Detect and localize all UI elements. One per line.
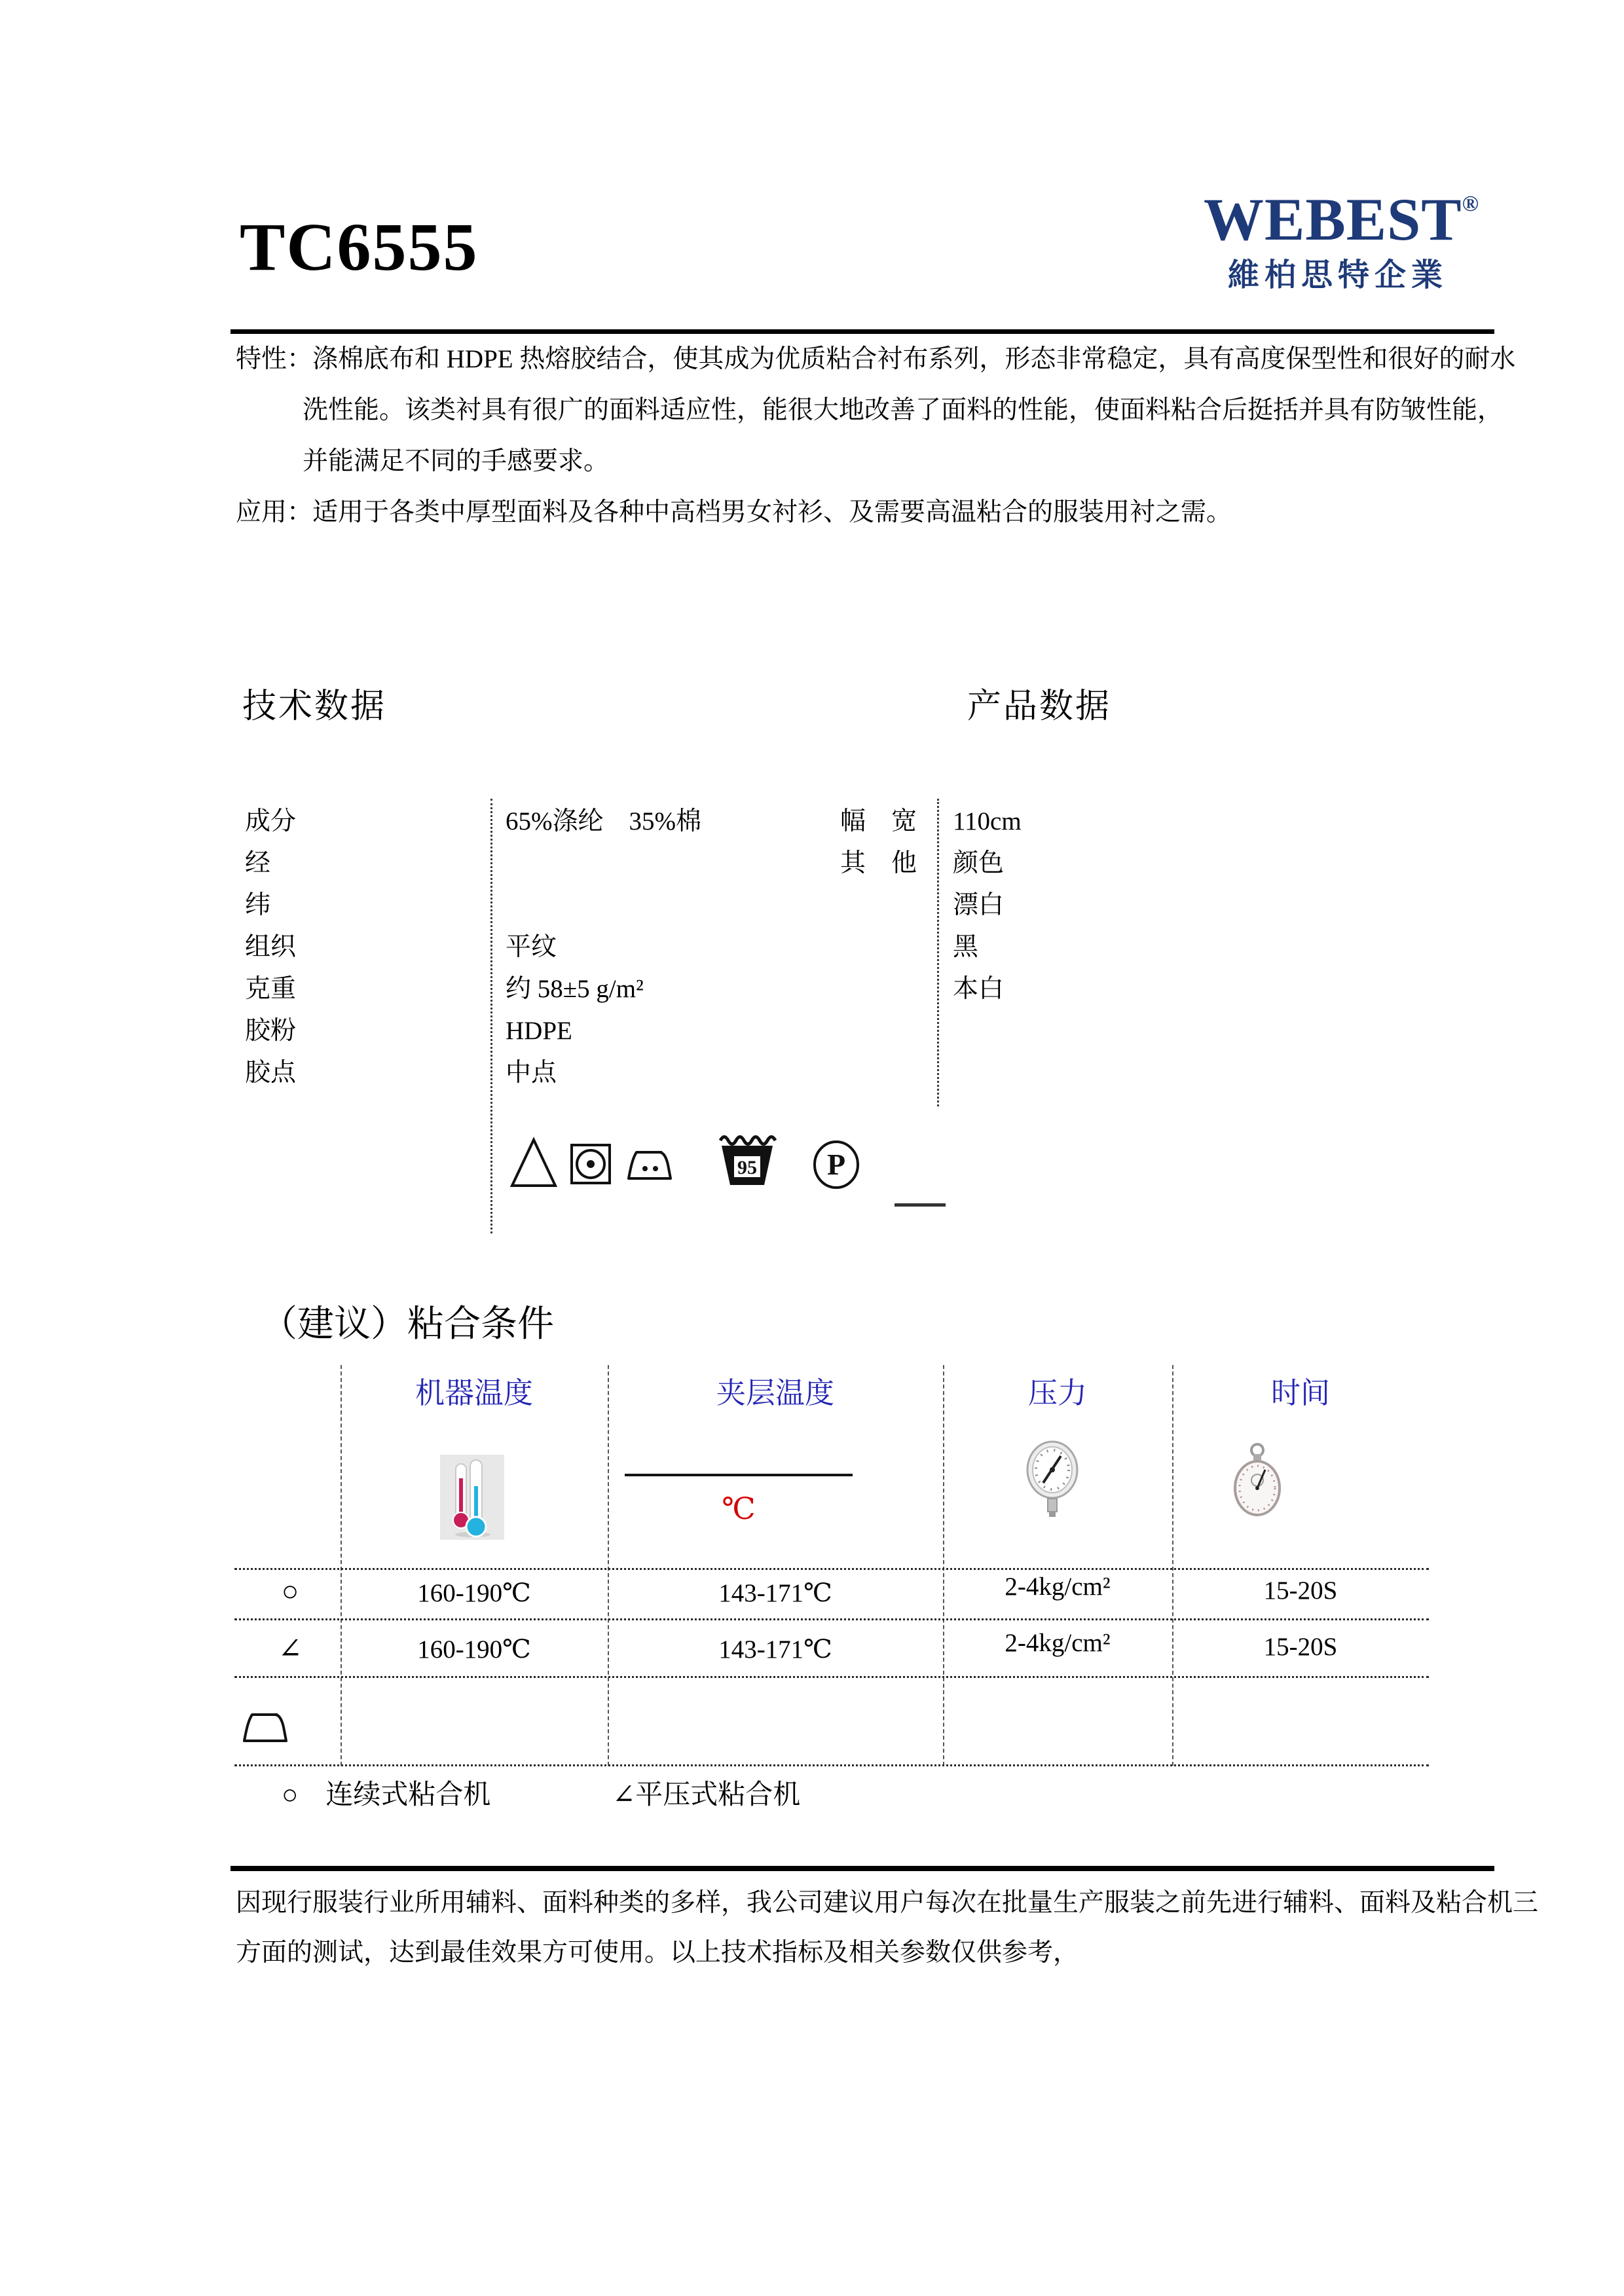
page-title: TC6555 xyxy=(240,210,479,285)
product-data-heading: 产品数据 xyxy=(967,688,1112,725)
legend-label: 平压式粘合机 xyxy=(635,1780,801,1810)
row-symbol-flat-press: ∠ xyxy=(278,1633,303,1665)
legend-symbol: ∠ xyxy=(612,1780,636,1810)
registered-trademark-icon: ® xyxy=(1462,192,1480,216)
product-row-label: 幅 宽 xyxy=(840,807,917,835)
product-values-divider xyxy=(937,799,939,1106)
table-row-divider xyxy=(234,1676,1429,1678)
tech-data-heading: 技术数据 xyxy=(242,688,387,725)
product-row-value: 本白 xyxy=(953,975,1005,1003)
tech-row-value: 约 58±5 g/m² xyxy=(506,975,644,1003)
product-row-value: 110cm xyxy=(953,807,1022,835)
application-text: 适用于各类中厚型面料及各种中高档男女衬衫、及需要高温粘合的服装用衬之需。 xyxy=(312,498,1232,526)
features-line-1 xyxy=(236,344,1515,375)
bonding-conditions-heading: （建议）粘合条件 xyxy=(261,1304,554,1345)
product-row-value: 黑 xyxy=(953,933,979,961)
interlayer-temp-value: 143-171℃ xyxy=(718,1579,832,1607)
machine-temp-value: 160-190℃ xyxy=(417,1579,531,1607)
pressure-value: 2-4kg/cm² xyxy=(1005,1573,1111,1601)
celsius-label: ℃ xyxy=(722,1492,756,1525)
machine-temp-value: 160-190℃ xyxy=(417,1635,531,1664)
application-line xyxy=(236,498,1232,528)
tumble-dry-icon xyxy=(570,1142,612,1186)
bleach-triangle-icon xyxy=(509,1136,558,1190)
features-label: 特性： xyxy=(236,345,313,373)
legend-symbol: ○ xyxy=(282,1780,299,1810)
brand-name: WEBEST xyxy=(1204,186,1462,253)
thermometer-icon xyxy=(440,1455,504,1540)
tech-row-label: 经 xyxy=(245,849,271,877)
product-row-value: 颜色 xyxy=(953,849,1005,877)
column-header-machine-temp: 机器温度 xyxy=(415,1377,533,1410)
footer-line-2: 方面的测试，达到最佳效果方可使用。以上技术指标及相关参数仅供参考， xyxy=(236,1939,1079,1967)
footer-rule xyxy=(231,1866,1494,1871)
table-column-divider xyxy=(943,1365,944,1766)
pressure-value: 2-4kg/cm² xyxy=(1005,1629,1111,1657)
iron-two-dots-icon xyxy=(625,1147,673,1184)
table-row-divider xyxy=(234,1764,1429,1766)
brand-logo xyxy=(1204,186,1480,295)
tech-row-label: 胶点 xyxy=(245,1059,297,1087)
table-column-divider xyxy=(608,1365,609,1766)
tech-row-value: 65%涤纶 35%棉 xyxy=(506,807,701,835)
table-row-divider xyxy=(234,1618,1429,1620)
tech-row-label: 胶粉 xyxy=(245,1017,297,1045)
footer-line-1: 因现行服装行业所用辅料、面料种类的多样，我公司建议用户每次在批量生产服装之前先进行辅料、面料及粘合机三 xyxy=(236,1889,1539,1917)
column-header-time: 时间 xyxy=(1270,1377,1330,1410)
line-symbol-icon xyxy=(895,1203,946,1207)
features-line-2: 洗性能。该类衬具有很广的面料适应性，能很大地改善了面料的性能，使面料粘合后挺括并具有防皱性能， xyxy=(303,396,1504,424)
table-row-divider xyxy=(234,1568,1429,1570)
brand-wordmark xyxy=(1204,186,1480,253)
tech-row-label: 纬 xyxy=(245,891,271,919)
product-row-value: 漂白 xyxy=(953,891,1005,919)
application-label: 应用： xyxy=(236,498,313,526)
header-rule xyxy=(231,329,1494,334)
wash-temp-value: 95 xyxy=(737,1157,757,1178)
time-value: 15-20S xyxy=(1263,1633,1338,1661)
table-column-divider xyxy=(341,1365,342,1766)
column-header-interlayer-temp: 夹层温度 xyxy=(716,1377,834,1410)
legend-continuous-machine xyxy=(282,1773,490,1812)
tech-row-label: 克重 xyxy=(245,975,297,1003)
time-value: 15-20S xyxy=(1263,1576,1338,1605)
interlayer-temp-line xyxy=(625,1474,853,1476)
legend-label: 连续式粘合机 xyxy=(325,1780,491,1810)
dryclean-letter: P xyxy=(826,1148,846,1181)
hand-iron-row-icon xyxy=(241,1707,288,1749)
tech-values-divider xyxy=(490,799,492,1233)
pressure-gauge-icon xyxy=(1024,1438,1080,1518)
features-text-1: 涤棉底布和 HDPE 热熔胶结合，使其成为优质粘合衬布系列，形态非常稳定，具有高度保型性和很好的耐水 xyxy=(312,345,1516,373)
brand-company-name: 維柏思特企業 xyxy=(1227,258,1448,293)
stopwatch-icon xyxy=(1233,1442,1282,1517)
table-column-divider xyxy=(1172,1365,1173,1766)
tech-row-value: HDPE xyxy=(506,1017,572,1045)
tech-row-label: 组织 xyxy=(245,933,297,961)
product-row-label: 其 他 xyxy=(840,849,917,877)
interlayer-temp-value: 143-171℃ xyxy=(718,1635,832,1664)
wash-95-icon xyxy=(715,1130,779,1189)
column-header-pressure: 压力 xyxy=(1027,1377,1087,1410)
tech-row-label: 成分 xyxy=(245,807,297,835)
bonding-conditions-table xyxy=(234,1365,1429,1766)
tech-row-value: 平纹 xyxy=(506,933,557,961)
row-symbol-continuous: ○ xyxy=(281,1575,299,1607)
dryclean-p-icon xyxy=(812,1139,860,1190)
tech-row-value: 中点 xyxy=(506,1059,557,1087)
legend-flat-press-machine xyxy=(612,1773,800,1812)
features-line-3: 并能满足不同的手感要求。 xyxy=(303,447,610,475)
